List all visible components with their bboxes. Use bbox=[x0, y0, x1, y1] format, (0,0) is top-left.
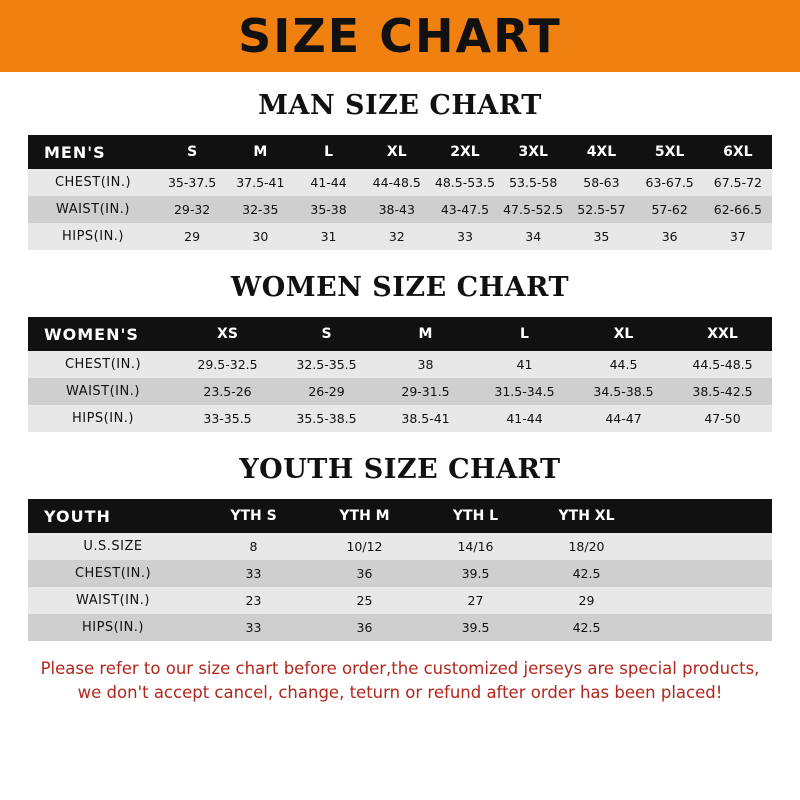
table-cell: 18/20 bbox=[531, 533, 642, 560]
table-row bbox=[28, 533, 772, 560]
table-cell: 44.5-48.5 bbox=[673, 351, 772, 378]
youth-size-table bbox=[28, 499, 772, 641]
man-size-table bbox=[28, 135, 772, 250]
table-cell: 35-37.5 bbox=[158, 169, 226, 196]
table-cell: 36 bbox=[309, 560, 420, 587]
table-cell-empty bbox=[642, 587, 772, 614]
row-label: CHEST(IN.) bbox=[28, 560, 198, 587]
column-header: YTH L bbox=[420, 499, 531, 533]
column-header: M bbox=[226, 135, 294, 169]
table-cell: 47-50 bbox=[673, 405, 772, 432]
column-header: XXL bbox=[673, 317, 772, 351]
table-cell: 33-35.5 bbox=[178, 405, 277, 432]
column-header: 3XL bbox=[499, 135, 567, 169]
row-label: WAIST(IN.) bbox=[28, 196, 158, 223]
column-header: YTH XL bbox=[531, 499, 642, 533]
column-header-spacer bbox=[642, 499, 772, 533]
table-cell: 62-66.5 bbox=[704, 196, 772, 223]
table-cell: 23.5-26 bbox=[178, 378, 277, 405]
column-header: YOUTH bbox=[28, 499, 198, 533]
column-header: 6XL bbox=[704, 135, 772, 169]
row-label: HIPS(IN.) bbox=[28, 614, 198, 641]
table-cell: 53.5-58 bbox=[499, 169, 567, 196]
row-label: HIPS(IN.) bbox=[28, 405, 178, 432]
table-cell: 31 bbox=[294, 223, 362, 250]
column-header: YTH S bbox=[198, 499, 309, 533]
row-label: U.S.SIZE bbox=[28, 533, 198, 560]
table-cell: 36 bbox=[636, 223, 704, 250]
column-header: XS bbox=[178, 317, 277, 351]
table-cell: 29-32 bbox=[158, 196, 226, 223]
table-cell: 14/16 bbox=[420, 533, 531, 560]
table-cell: 29 bbox=[531, 587, 642, 614]
footer-disclaimer bbox=[20, 651, 780, 705]
table-cell: 44.5 bbox=[574, 351, 673, 378]
table-row bbox=[28, 351, 772, 378]
table-cell: 26-29 bbox=[277, 378, 376, 405]
table-cell: 34.5-38.5 bbox=[574, 378, 673, 405]
table-cell: 63-67.5 bbox=[636, 169, 704, 196]
header-banner bbox=[0, 0, 800, 72]
table-cell: 39.5 bbox=[420, 614, 531, 641]
table-cell: 33 bbox=[431, 223, 499, 250]
table-cell: 33 bbox=[198, 614, 309, 641]
table-cell: 67.5-72 bbox=[704, 169, 772, 196]
table-header-row bbox=[28, 317, 772, 351]
table-cell-empty bbox=[642, 614, 772, 641]
column-header: XL bbox=[363, 135, 431, 169]
table-cell: 58-63 bbox=[567, 169, 635, 196]
column-header: YTH M bbox=[309, 499, 420, 533]
row-label: CHEST(IN.) bbox=[28, 169, 158, 196]
page-title: SIZE CHART bbox=[238, 9, 562, 63]
table-row bbox=[28, 196, 772, 223]
column-header: MEN'S bbox=[28, 135, 158, 169]
column-header: S bbox=[158, 135, 226, 169]
table-cell: 57-62 bbox=[636, 196, 704, 223]
table-cell: 23 bbox=[198, 587, 309, 614]
table-cell: 42.5 bbox=[531, 614, 642, 641]
row-label: CHEST(IN.) bbox=[28, 351, 178, 378]
table-cell: 29 bbox=[158, 223, 226, 250]
table-row bbox=[28, 560, 772, 587]
column-header: M bbox=[376, 317, 475, 351]
table-cell: 8 bbox=[198, 533, 309, 560]
column-header: S bbox=[277, 317, 376, 351]
table-row bbox=[28, 223, 772, 250]
table-cell: 36 bbox=[309, 614, 420, 641]
table-cell: 35-38 bbox=[294, 196, 362, 223]
table-cell: 33 bbox=[198, 560, 309, 587]
footer-line-1: Please refer to our size chart before order,the customized jerseys are special products, bbox=[40, 659, 760, 678]
table-cell: 42.5 bbox=[531, 560, 642, 587]
table-row bbox=[28, 169, 772, 196]
row-label: WAIST(IN.) bbox=[28, 587, 198, 614]
column-header: 4XL bbox=[567, 135, 635, 169]
table-header-row bbox=[28, 499, 772, 533]
section-women bbox=[0, 272, 800, 432]
table-row bbox=[28, 587, 772, 614]
footer-line-2: we don't accept cancel, change, teturn or refund after order has been placed! bbox=[77, 682, 723, 702]
table-cell: 38.5-42.5 bbox=[673, 378, 772, 405]
table-cell: 35 bbox=[567, 223, 635, 250]
table-cell: 29.5-32.5 bbox=[178, 351, 277, 378]
section-youth bbox=[0, 454, 800, 641]
table-cell: 31.5-34.5 bbox=[475, 378, 574, 405]
table-row bbox=[28, 405, 772, 432]
table-cell: 38 bbox=[376, 351, 475, 378]
table-cell: 39.5 bbox=[420, 560, 531, 587]
table-header-row bbox=[28, 135, 772, 169]
table-cell: 41-44 bbox=[475, 405, 574, 432]
table-cell: 34 bbox=[499, 223, 567, 250]
table-cell: 47.5-52.5 bbox=[499, 196, 567, 223]
table-cell: 35.5-38.5 bbox=[277, 405, 376, 432]
row-label: WAIST(IN.) bbox=[28, 378, 178, 405]
column-header: XL bbox=[574, 317, 673, 351]
table-cell: 52.5-57 bbox=[567, 196, 635, 223]
column-header: L bbox=[294, 135, 362, 169]
column-header: 2XL bbox=[431, 135, 499, 169]
table-cell: 38-43 bbox=[363, 196, 431, 223]
section-title-women: WOMEN SIZE CHART bbox=[230, 272, 570, 303]
column-header: L bbox=[475, 317, 574, 351]
table-cell: 43-47.5 bbox=[431, 196, 499, 223]
table-cell: 30 bbox=[226, 223, 294, 250]
table-row bbox=[28, 378, 772, 405]
table-cell: 37 bbox=[704, 223, 772, 250]
table-cell: 10/12 bbox=[309, 533, 420, 560]
women-size-table bbox=[28, 317, 772, 432]
table-cell: 41-44 bbox=[294, 169, 362, 196]
table-cell: 44-47 bbox=[574, 405, 673, 432]
table-cell-empty bbox=[642, 533, 772, 560]
section-title-man: MAN SIZE CHART bbox=[258, 90, 542, 121]
row-label: HIPS(IN.) bbox=[28, 223, 158, 250]
table-cell: 44-48.5 bbox=[363, 169, 431, 196]
section-title-youth: YOUTH SIZE CHART bbox=[239, 454, 561, 485]
table-cell-empty bbox=[642, 560, 772, 587]
table-cell: 48.5-53.5 bbox=[431, 169, 499, 196]
table-cell: 27 bbox=[420, 587, 531, 614]
table-cell: 32-35 bbox=[226, 196, 294, 223]
section-man bbox=[0, 90, 800, 250]
table-cell: 38.5-41 bbox=[376, 405, 475, 432]
table-cell: 32.5-35.5 bbox=[277, 351, 376, 378]
column-header: 5XL bbox=[636, 135, 704, 169]
table-cell: 37.5-41 bbox=[226, 169, 294, 196]
table-cell: 29-31.5 bbox=[376, 378, 475, 405]
table-row bbox=[28, 614, 772, 641]
column-header: WOMEN'S bbox=[28, 317, 178, 351]
table-cell: 25 bbox=[309, 587, 420, 614]
table-cell: 32 bbox=[363, 223, 431, 250]
table-cell: 41 bbox=[475, 351, 574, 378]
